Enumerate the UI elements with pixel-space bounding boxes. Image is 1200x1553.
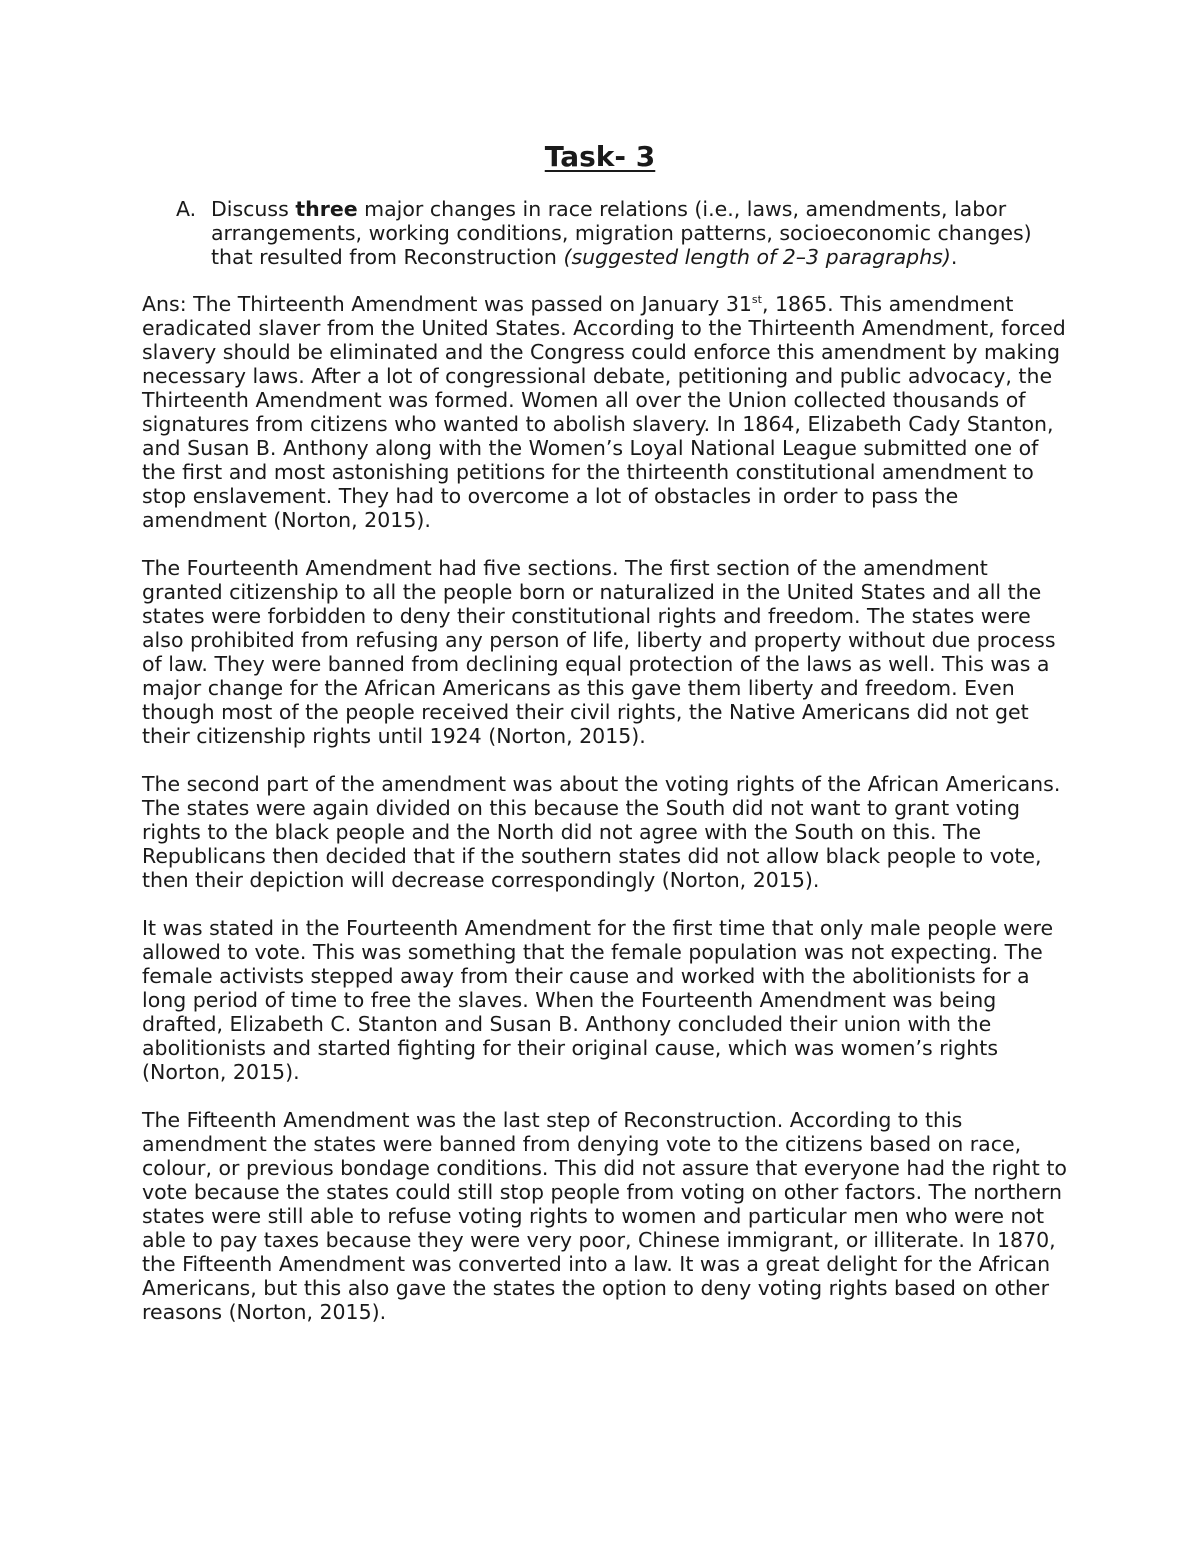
question-length-note: (suggested length of 2–3 paragraphs) <box>563 245 951 269</box>
question-text-rest: major changes in race relations (i.e., laws, amendments, labor arrangements, working conditions, migration patterns, socioeconomic changes) that resulted from Reconstruction <box>211 197 1032 269</box>
question-item <box>176 197 1056 269</box>
page-title: Task- 3 <box>544 140 656 173</box>
answer-paragraph-4: It was stated in the Fourteenth Amendment for the first time that only male people were allowed to vote. This was something that the female population was not expecting. The female activists stepped away from their cause and worked with the abolitionists for a long period of time to free the slaves. When the Fourteenth Amendment was being drafted, Elizabeth C. Stanton and Susan B. Anthony concluded their union with the abolitionists and started fighting for their original cause, which was women’s rights (Norton, 2015). <box>142 916 1054 1084</box>
question-bold-word: three <box>295 197 358 221</box>
ordinal-superscript: st <box>751 293 762 306</box>
question-text <box>211 197 1056 269</box>
list-marker: A. <box>176 197 197 221</box>
answer-paragraph-3: The second part of the amendment was about the voting rights of the African Americans. The states were again divided on this because the South did not want to grant voting rights to the black people and the North did not agree with the South on this. The Republicans then decided that if the southern states did not allow black people to vote, then their depiction will decrease correspondingly (Norton, 2015). <box>142 772 1061 892</box>
answer-paragraph-1-rest: , 1865. This amendment eradicated slaver from the United States. According to the Thirteenth Amendment, forced slavery should be eliminated and the Congress could enforce this amendment by making necessary laws. After a lot of congressional debate, petitioning and public advocacy, the Thirteenth Amendment was formed. Women all over the Union collected thousands of signatures from citizens who wanted to abolish slavery. In 1864, Elizabeth Cady Stanton, and Susan B. Anthony along with the Women’s Loyal National League submitted one of the first and most astonishing petitions for the thirteenth constitutional amendment to stop enslavement. They had to overcome a lot of obstacles in order to pass the amendment (Norton, 2015). <box>142 292 1066 532</box>
answer-paragraph-2: The Fourteenth Amendment had five sections. The first section of the amendment granted citizenship to all the people born or naturalized in the United States and all the states were forbidden to deny their constitutional rights and freedom. The states were also prohibited from refusing any person of life, liberty and property without due process of law. They were banned from declining equal protection of the laws as well. This was a major change for the African Americans as this gave them liberty and freedom. Even though most of the people received their civil rights, the Native Americans did not get their citizenship rights until 1924 (Norton, 2015). <box>142 556 1056 748</box>
answer-body <box>142 292 1072 1348</box>
question-text-start: Discuss <box>211 197 296 221</box>
answer-paragraph-1 <box>142 292 1072 532</box>
question-trailing: . <box>950 245 958 269</box>
answer-paragraph-1-start: Ans: The Thirteenth Amendment was passed on January 31 <box>142 292 752 316</box>
answer-paragraph-5: The Fifteenth Amendment was the last step of Reconstruction. According to this amendment the states were banned from denying vote to the citizens based on race, colour, or previous bondage conditions. This did not assure that everyone had the right to vote because the states could still stop people from voting on other factors. The northern states were still able to refuse voting rights to women and particular men who were not able to pay taxes because they were very poor, Chinese immigrant, or illiterate. In 1870, the Fifteenth Amendment was converted into a law. It was a great delight for the African Americans, but this also gave the states the option to deny voting rights based on other reasons (Norton, 2015). <box>142 1108 1067 1324</box>
